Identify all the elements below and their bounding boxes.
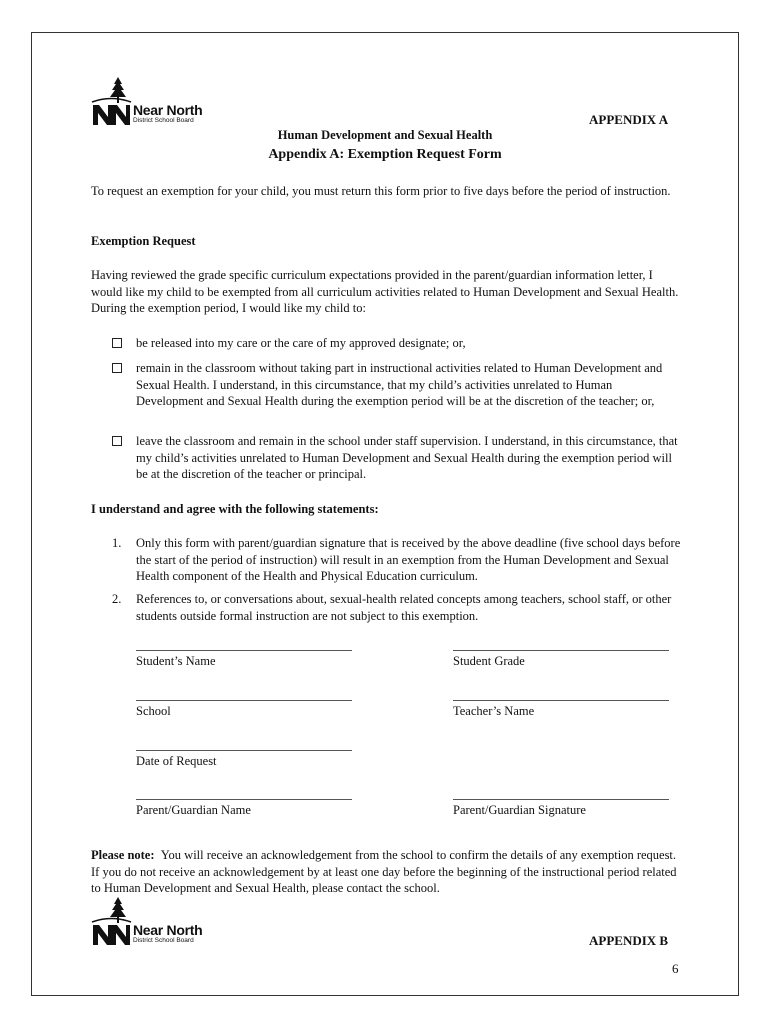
intro-text: To request an exemption for your child, you must return this form prior to five days before the period of instruction. [91,184,671,198]
parent-signature-field[interactable] [453,799,669,818]
note-text: You will receive an acknowledgement from the school to confirm the details of any exemption request. If you do not receive an acknowledgement by at least one day before the beginning of the instructional period related to Human Development and Sexual Health, please contact the school. [91,848,677,895]
exemption-heading: Exemption Request [91,234,196,248]
blank-line[interactable] [453,650,669,651]
statements-heading: I understand and agree with the following statements: [91,502,379,516]
appendix-b-label: APPENDIX B [589,933,669,948]
please-note [91,847,683,897]
student-name-field[interactable] [136,650,352,669]
option-label: remain in the classroom without taking part in instructional activities related to Human Development and Sexual Health. I understand, in this circumstance, that my child’s activities unrelated to Human Development and Sexual Health during the exemption period will be at the discretion of the teacher; or, [136,361,663,408]
appendix-a-label: APPENDIX A [589,112,669,127]
blank-line[interactable] [453,799,669,800]
option-leave-classroom[interactable] [112,433,682,483]
option-label: be released into my care or the care of my approved designate; or, [136,336,466,350]
school-board-logo-footer [91,895,206,945]
option-label: leave the classroom and remain in the school under staff supervision. I understand, in this circumstance, that my child’s activities unrelated to Human Development and Sexual Health during the exemption period will be at the discretion of the teacher or principal. [136,434,678,481]
field-label: Teacher’s Name [453,704,535,718]
form-subtitle: Human Development and Sexual Health [277,128,493,142]
statement-item [112,591,692,624]
note-label: Please note: [91,848,155,862]
tree-logo-icon [91,75,133,127]
school-field[interactable] [136,700,352,719]
page-number: 6 [672,961,679,976]
logo-subtitle: District School Board [133,937,194,944]
blank-line[interactable] [136,650,352,651]
date-of-request-field[interactable] [136,750,352,769]
field-label: Date of Request [136,754,217,768]
school-board-logo [91,75,206,125]
field-label: Student’s Name [136,654,216,668]
checkbox-icon[interactable] [112,436,122,446]
field-label: School [136,704,171,718]
option-remain-in-classroom[interactable] [112,360,682,410]
option-released-into-care[interactable] [112,335,682,352]
field-label: Parent/Guardian Signature [453,803,586,817]
statement-number: 1. [112,536,122,550]
statement-text: Only this form with parent/guardian signature that is received by the above deadline (five school days before the start of the period of instruction) will result in an exemption from the Human Development and Sexual Health component of the Health and Physical Education curriculum. [136,536,681,583]
blank-line[interactable] [136,799,352,800]
logo-subtitle: District School Board [133,117,194,124]
checkbox-icon[interactable] [112,338,122,348]
logo-name: Near North [133,922,203,938]
teacher-name-field[interactable] [453,700,669,719]
blank-line[interactable] [136,750,352,751]
student-grade-field[interactable] [453,650,669,669]
field-label: Parent/Guardian Name [136,803,251,817]
checkbox-icon[interactable] [112,363,122,373]
blank-line[interactable] [453,700,669,701]
statement-text: References to, or conversations about, sexual-health related concepts among teachers, school staff, or other students outside formal instruction are not subject to this exemption. [136,592,672,623]
exemption-paragraph: Having reviewed the grade specific curriculum expectations provided in the parent/guardian information letter, I would like my child to be exempted from all curriculum activities related to Human Development and Sexual Health. During the exemption period, I would like my child to: [91,268,679,315]
document-page [31,32,739,996]
logo-name: Near North [133,102,203,118]
statement-number: 2. [112,592,122,606]
statement-item [112,535,692,585]
form-title: Appendix A: Exemption Request Form [268,147,502,162]
field-label: Student Grade [453,654,525,668]
tree-logo-icon [91,895,133,947]
parent-name-field[interactable] [136,799,352,818]
blank-line[interactable] [136,700,352,701]
